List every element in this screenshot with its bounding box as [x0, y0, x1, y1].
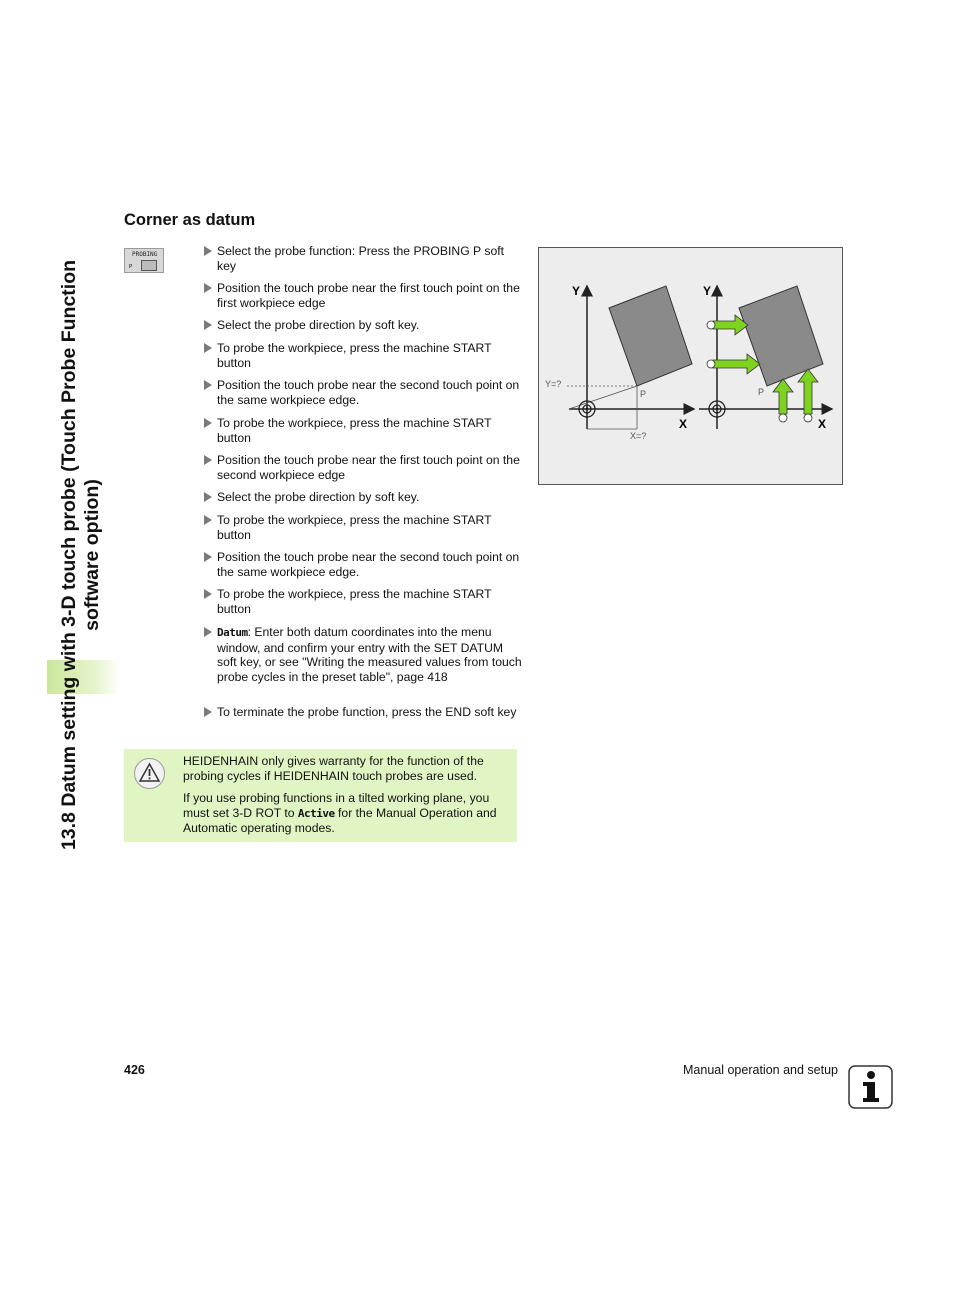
triangle-bullet-icon	[204, 515, 212, 525]
softkey-label: PROBING	[132, 251, 158, 258]
triangle-bullet-icon	[204, 627, 212, 637]
step-item: Position the touch probe near the first touch point on the first workpiece edge	[204, 281, 522, 310]
workpiece-right	[739, 286, 823, 386]
step-item: Select the probe direction by soft key.	[204, 318, 522, 333]
svg-text:Y=?: Y=?	[545, 379, 562, 389]
left-diagram	[545, 284, 694, 441]
section-heading: Corner as datum	[124, 211, 256, 229]
softkey-graphic	[141, 260, 157, 271]
step-item: Position the touch probe near the first touch point on the second workpiece edge	[204, 453, 522, 482]
svg-text:P: P	[640, 389, 647, 399]
triangle-bullet-icon	[204, 455, 212, 465]
svg-text:X=?: X=?	[630, 431, 647, 441]
triangle-bullet-icon	[204, 343, 212, 353]
svg-text:Y: Y	[572, 284, 581, 298]
step-item: To probe the workpiece, press the machine START button	[204, 587, 522, 616]
triangle-bullet-icon	[204, 492, 212, 502]
step-item: To probe the workpiece, press the machine START button	[204, 416, 522, 445]
step-item: To probe the workpiece, press the machine START button	[204, 513, 522, 542]
step-item: Position the touch probe near the second touch point on the same workpiece edge.	[204, 378, 522, 407]
probing-softkey-icon	[124, 248, 164, 273]
side-title-line2: software option)	[81, 479, 103, 631]
info-icon	[848, 1065, 893, 1109]
triangle-bullet-icon	[204, 589, 212, 599]
step-item: To probe the workpiece, press the machine START button	[204, 341, 522, 370]
right-diagram	[699, 284, 832, 431]
corner-probing-figure	[538, 247, 843, 485]
step-item: Select the probe function: Press the PROBING P soft key	[204, 244, 522, 273]
step-item: Select the probe direction by soft key.	[204, 490, 522, 505]
svg-text:P: P	[758, 387, 765, 397]
triangle-bullet-icon	[204, 380, 212, 390]
softkey-sub: P	[129, 264, 133, 270]
datum-code: Datum	[217, 626, 248, 639]
svg-text:X: X	[679, 417, 688, 431]
triangle-bullet-icon	[204, 418, 212, 428]
note-paragraph-1: HEIDENHAIN only gives warranty for the function of the probing cycles if HEIDENHAIN touch probes are used.	[183, 754, 484, 783]
note-paragraph-2: If you use probing functions in a tilted working plane, you must set 3-D ROT to Active for the Manual Operation and Automatic operating modes.	[183, 791, 497, 835]
footer-chapter-text: Manual operation and setup	[683, 1063, 838, 1077]
chapter-side-title	[58, 205, 118, 905]
active-code: Active	[297, 806, 335, 820]
triangle-bullet-icon	[204, 707, 212, 717]
triangle-bullet-icon	[204, 283, 212, 293]
workpiece-left	[609, 286, 692, 386]
triangle-bullet-icon	[204, 320, 212, 330]
triangle-bullet-icon	[204, 552, 212, 562]
warning-icon	[134, 758, 165, 789]
triangle-bullet-icon	[204, 246, 212, 256]
page-number: 426	[124, 1063, 145, 1077]
step-item: Position the touch probe near the second touch point on the same workpiece edge.	[204, 550, 522, 579]
step-item: To terminate the probe function, press the END soft key	[204, 705, 522, 720]
side-title-line1: 13.8 Datum setting with 3-D touch probe (Touch Probe Function	[58, 259, 80, 851]
svg-text:Y: Y	[703, 284, 712, 298]
warning-note	[124, 749, 517, 842]
svg-text:X: X	[818, 417, 827, 431]
step-item: Datum: Enter both datum coordinates into the menu window, and confirm your entry with the SET DATUM soft key, or see "Writing the measured values from touch probe cycles in the preset table", page 418	[204, 625, 522, 684]
